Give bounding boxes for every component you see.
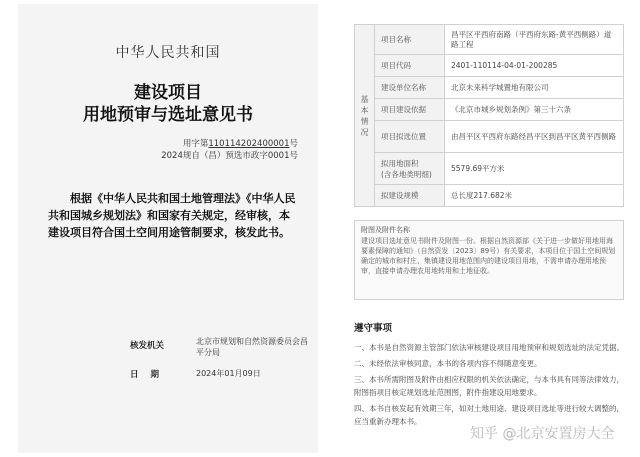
row-value: 5579.69平方米: [445, 153, 624, 185]
table-row: [355, 153, 624, 185]
table-row: [355, 121, 624, 153]
certificate-body-text: 根据《中华人民共和国土地管理法》《中华人民共和国城乡规划法》和国家有关规定，经审核，本建设项目符合国土空间用途管制要求，核发此书。: [48, 192, 296, 239]
row-label: 建设单位名称: [375, 77, 445, 99]
date-value: 2024年01月09日: [196, 369, 261, 378]
table-row: [355, 99, 624, 121]
list-item: 一、本书是自然资源主管部门依法审核建设项目用地预审和规划选址的法定凭据。: [354, 343, 624, 352]
certificate-cover-page: [18, 4, 318, 453]
watermark: 知乎 @北京安置房大全: [470, 426, 615, 442]
document-number-value: 110114202400001: [208, 139, 290, 149]
row-value: 昌平区平西府南路（平西府东路-黄平西侧路）道路工程: [445, 25, 624, 55]
country-name: 中华人民共和国: [115, 45, 221, 61]
issuer-label: 核发机关: [130, 341, 165, 351]
row-label: 项目拟选位置: [375, 121, 445, 153]
certificate-title-line1: 建设项目: [134, 83, 202, 103]
attachments-text: 建设项目选址意见书附件及附图一份。根据自然资源部《关于进一步做好用地用海要素保障的通知》（自然资发〔2023〕89号）有关要求，本项目位于国土空间规划确定的城市和村庄、集镇建设用地范围内的建设项目用地，不需申请办理用地预审，直接申请办理农用地转用和土地征收。: [361, 237, 616, 275]
certificate-info-page: [344, 4, 636, 453]
attachments-title: 附图及附件名称: [361, 226, 410, 234]
section-label-char: 况: [360, 127, 369, 137]
section-label-basic-info: [355, 25, 375, 207]
row-value: 总长度217.682米: [445, 185, 624, 207]
basic-info-table: [354, 24, 624, 207]
document-number-suffix: 号: [289, 139, 298, 149]
document-number-secondary: 2024规自（昌）预选市政字0001号: [161, 151, 298, 161]
row-value: 2401-110114-04-01-200285: [445, 55, 624, 77]
section-label-char: 情: [360, 116, 369, 126]
table-row: [355, 55, 624, 77]
attachments-box: [354, 220, 624, 300]
row-label: 项目名称: [375, 25, 445, 55]
section-label-char: 基: [360, 94, 369, 104]
row-value: 《北京市城乡规划条例》第三十六条: [445, 99, 624, 121]
list-item: 四、本书自核发起有效期三年，如对土地用途、建设项目选址等进行较大调整的，应当重新办理本书。: [354, 404, 624, 426]
document-number: [183, 137, 298, 149]
section-label-char: 本: [360, 105, 369, 115]
row-label: 拟用地面积 (含各地类明细): [375, 153, 445, 185]
notes-title: 遵守事项: [354, 323, 393, 334]
date-label: 日期: [130, 370, 172, 380]
row-label: 拟建设规模: [375, 185, 445, 207]
table-row: [355, 77, 624, 99]
list-item: 二、未经依法审核同意，本书的各项内容不得随意变更。: [354, 359, 542, 368]
certificate-title-line2: 用地预审与选址意见书: [83, 105, 253, 125]
row-label: 项目代码: [375, 55, 445, 77]
notes-list: [354, 341, 626, 431]
row-value: 由昌平区平西府东路经昌平区到昌平区黄平西侧路: [445, 121, 624, 153]
table-row: [355, 185, 624, 207]
issuer-value: 北京市规划和自然资源委员会昌平分局: [196, 337, 308, 357]
document-number-prefix: 用字第: [182, 139, 209, 149]
table-row: [355, 25, 624, 55]
row-label: 项目建设依据: [375, 99, 445, 121]
row-value: 北京未来科学城置地有限公司: [445, 77, 624, 99]
list-item: 三、本书所需附图及附件由相应权限的机关依法确定，与本书具有同等法律效力，附图指项目核定规划选址范围图，附件指建设用地要求。: [354, 375, 624, 397]
